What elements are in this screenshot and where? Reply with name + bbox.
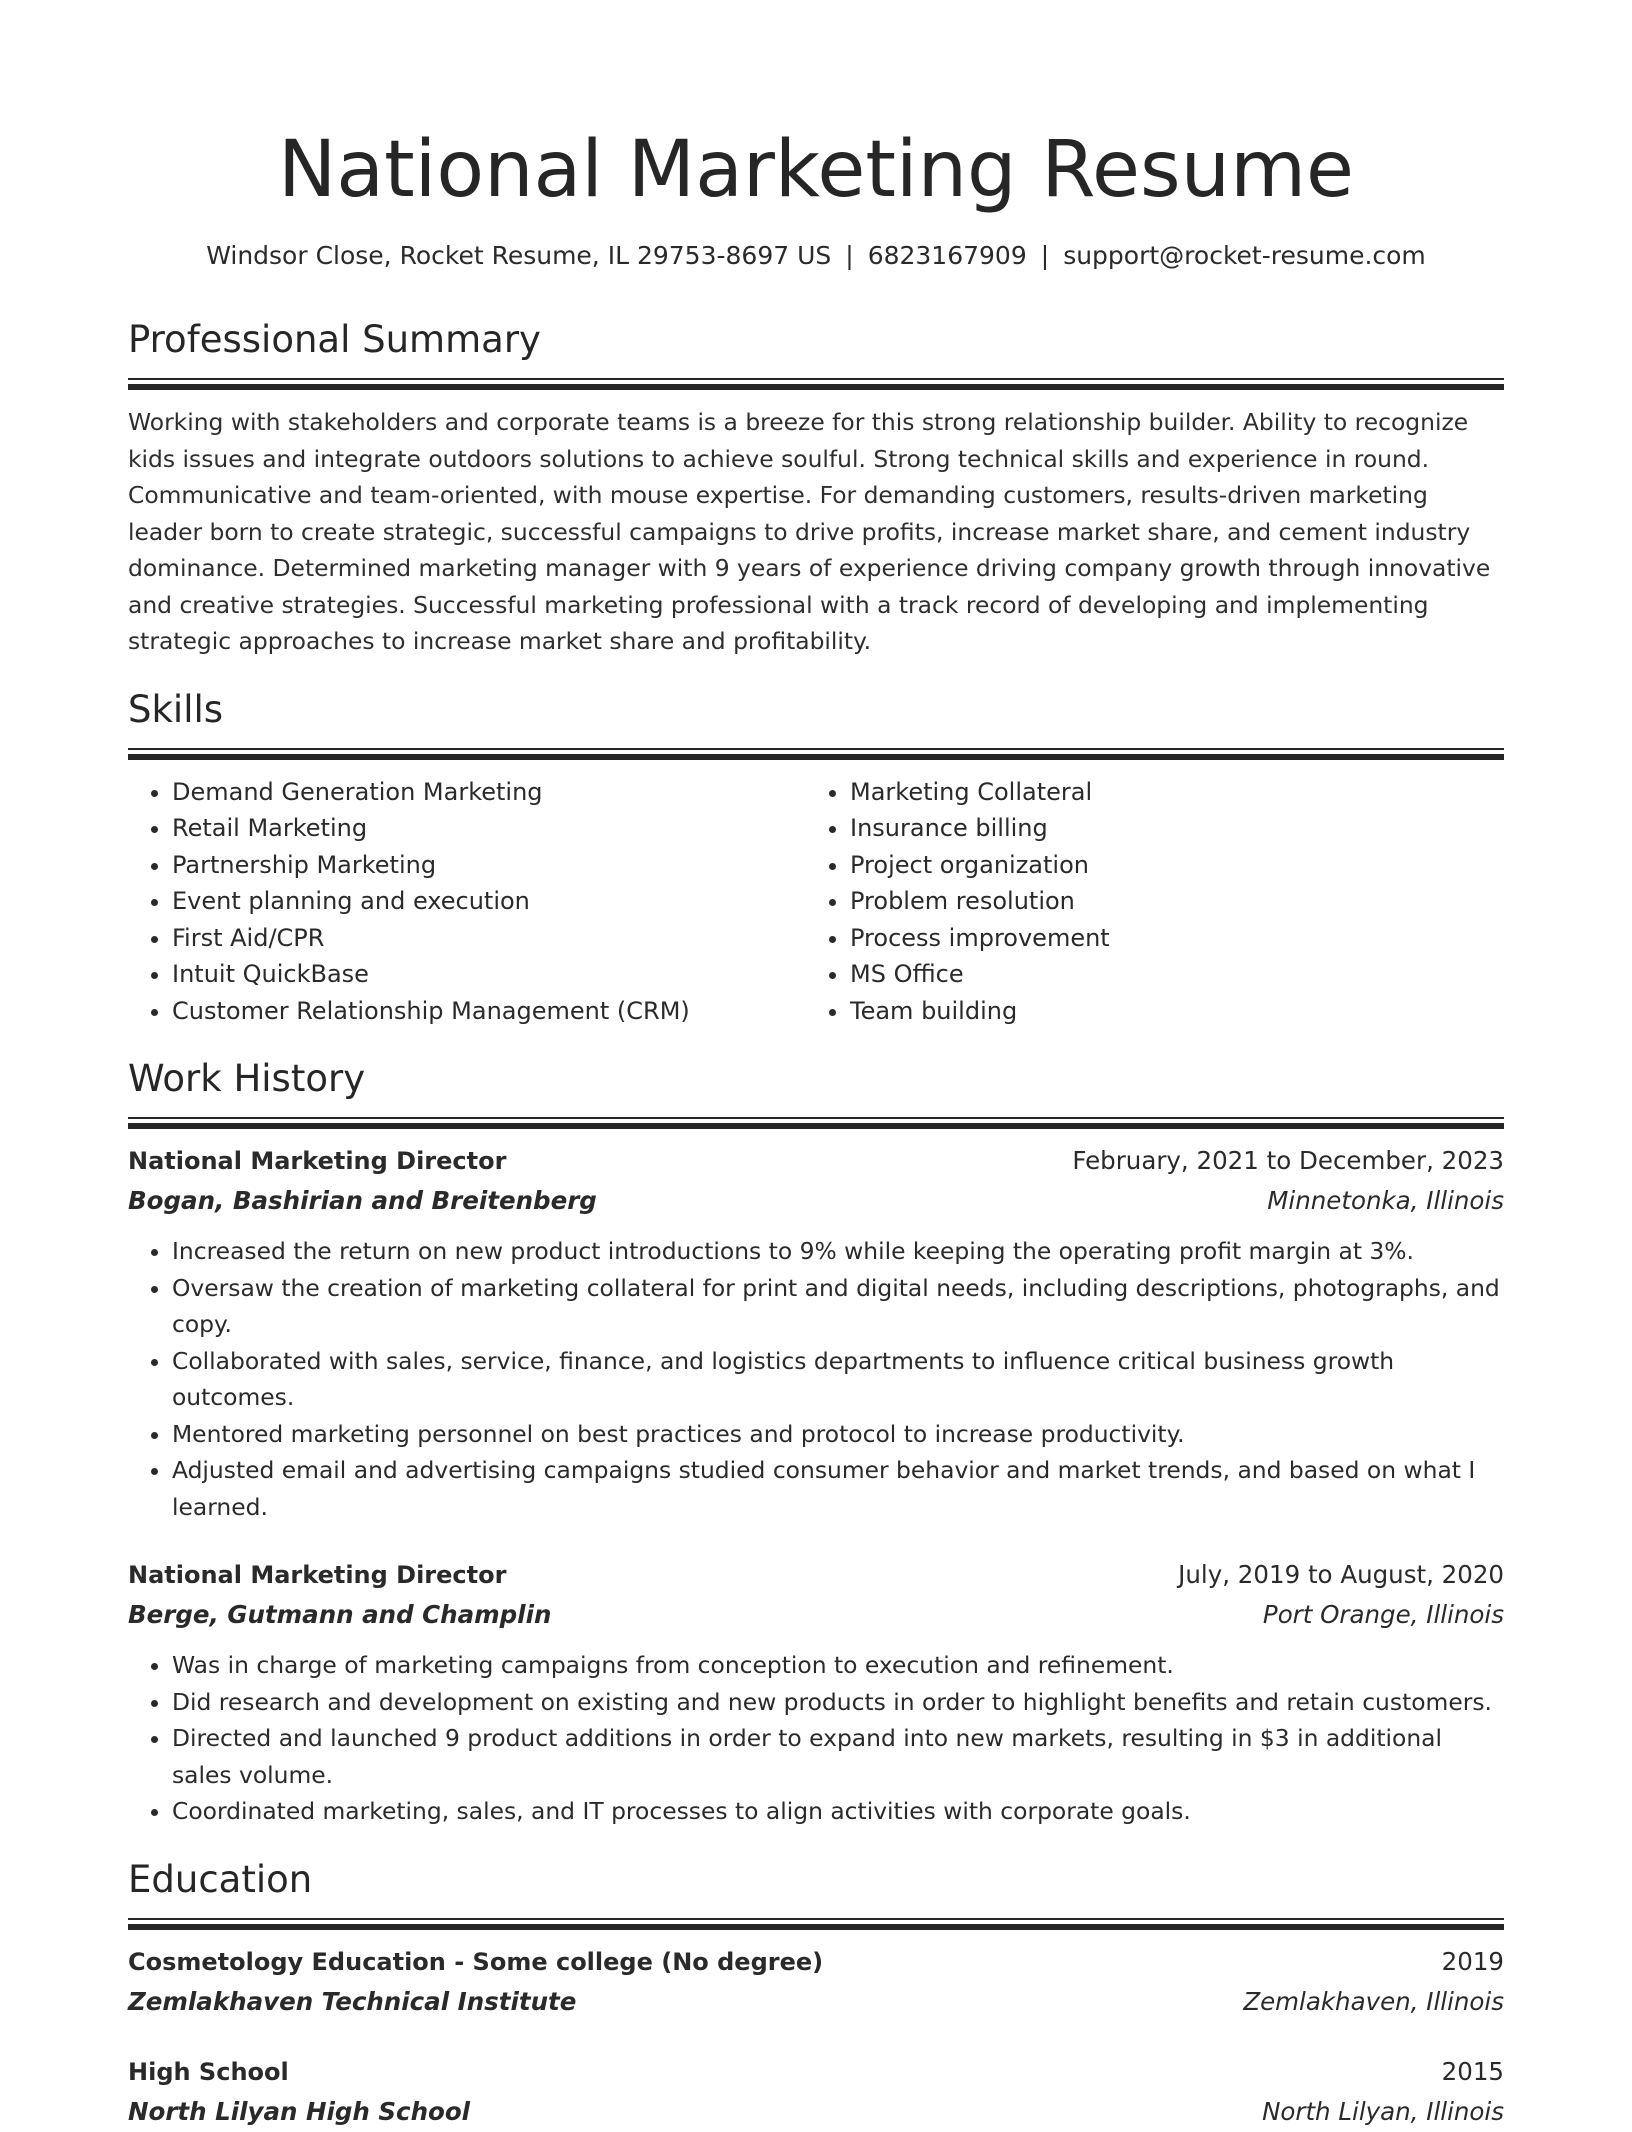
job-bullets [128,1647,1504,1830]
job-dates: July, 2019 to August, 2020 [1178,1560,1504,1589]
degree: High School [128,2057,289,2086]
skill-item: • First Aid/CPR [172,920,806,957]
skill-item: • Partnership Marketing [172,847,806,884]
job-bullets [128,1233,1504,1525]
job-title: National Marketing Director [128,1147,507,1175]
school-location: Zemlakhaven, Illinois [1243,1986,1504,2016]
job-location: Port Orange, Illinois [1262,1600,1504,1629]
job-bullet: • Mentored marketing personnel on best practices and protocol to increase productivity. [172,1416,1504,1453]
resume-title: National Marketing Resume [277,125,1355,215]
skill-item: • Marketing Collateral [850,774,1484,811]
contact-line [128,238,1504,274]
school-location: North Lilyan, Illinois [1262,2096,1504,2126]
skill-item: • Demand Generation Marketing [172,774,806,811]
job-entry [128,1555,1504,1830]
skill-item: • Problem resolution [850,883,1484,920]
job-location: Minnetonka, Illinois [1267,1186,1504,1215]
phone: 6823167909 [867,241,1027,270]
job-bullet: • Adjusted email and advertising campaigns studied consumer behavior and market trends, and based on what I learned. [172,1452,1504,1525]
skill-item: • Retail Marketing [172,810,806,847]
job-title: National Marketing Director [128,1561,507,1589]
job-bullet: • Increased the return on new product introductions to 9% while keeping the operating profit margin at 3%. [172,1233,1504,1270]
address: Windsor Close, Rocket Resume, IL 29753-8697 US [206,241,832,270]
skill-item: • Customer Relationship Management (CRM) [172,993,806,1030]
company-name: Berge, Gutmann and Champlin [128,1600,552,1629]
graduation-year: 2015 [1441,2056,1504,2086]
job-entry [128,1141,1504,1525]
job-bullet: • Oversaw the creation of marketing collateral for print and digital needs, including descriptions, photographs, and copy. [172,1270,1504,1343]
skill-item: • MS Office [850,956,1484,993]
job-bullet: • Coordinated marketing, sales, and IT processes to align activities with corporate goals. [172,1793,1504,1830]
summary-section [128,316,1504,660]
section-title-work-history: Work History [128,1057,366,1100]
job-bullet: • Directed and launched 9 product additions in order to expand into new markets, resulting in $3 in additional sales volume. [172,1720,1504,1793]
resume-page [128,0,1504,2132]
skills-list-right [806,774,1484,1030]
company-name: Bogan, Bashirian and Breitenberg [128,1186,597,1215]
job-bullet: • Collaborated with sales, service, finance, and logistics departments to influence critical business growth outcomes. [172,1343,1504,1416]
skills-columns [128,774,1504,1030]
education-section [128,1856,1504,2132]
skill-item: • Intuit QuickBase [172,956,806,993]
email: support@rocket-resume.com [1063,241,1426,270]
separator: | [845,241,854,270]
school-name: Zemlakhaven Technical Institute [128,1986,577,2016]
section-title-summary: Professional Summary [128,318,541,361]
skills-list-left [128,774,806,1030]
graduation-year: 2019 [1441,1946,1504,1976]
skill-item: • Event planning and execution [172,883,806,920]
skill-item: • Process improvement [850,920,1484,957]
job-dates: February, 2021 to December, 2023 [1072,1146,1504,1175]
education-entry [128,1942,1504,2022]
section-divider [128,748,1504,762]
school-name: North Lilyan High School [128,2096,471,2126]
summary-text: Working with stakeholders and corporate teams is a breeze for this strong relationship builder. Ability to recognize kids issues and integrate outdoors solutions to achieve soulful. Strong technical skills and experience in round. Communicative and team-oriented, with mouse expertise. For demanding customers, results-driven marketing leader born to create strategic, successful campaigns to drive profits, increase market share, and cement industry dominance. Determined marketing manager with 9 years of experience driving company growth through innovative and creative strategies. Successful marketing professional with a track record of developing and implementing strategic approaches to increase market share and profitability. [128,408,1491,655]
section-divider [128,1918,1504,1932]
job-bullet: • Did research and development on existing and new products in order to highlight benefits and retain customers. [172,1684,1504,1721]
skills-section [128,686,1504,1030]
section-title-education: Education [128,1857,313,1901]
work-history-section [128,1055,1504,1830]
separator: | [1040,241,1050,270]
skill-item: • Project organization [850,847,1484,884]
job-bullet: • Was in charge of marketing campaigns from conception to execution and refinement. [172,1647,1504,1684]
skill-item: • Insurance billing [850,810,1484,847]
section-divider [128,378,1504,392]
degree: Cosmetology Education - Some college (No degree) [128,1947,824,1976]
skill-item: • Team building [850,993,1484,1030]
education-entry [128,2052,1504,2132]
section-title-skills: Skills [128,687,224,731]
section-divider [128,1117,1504,1131]
